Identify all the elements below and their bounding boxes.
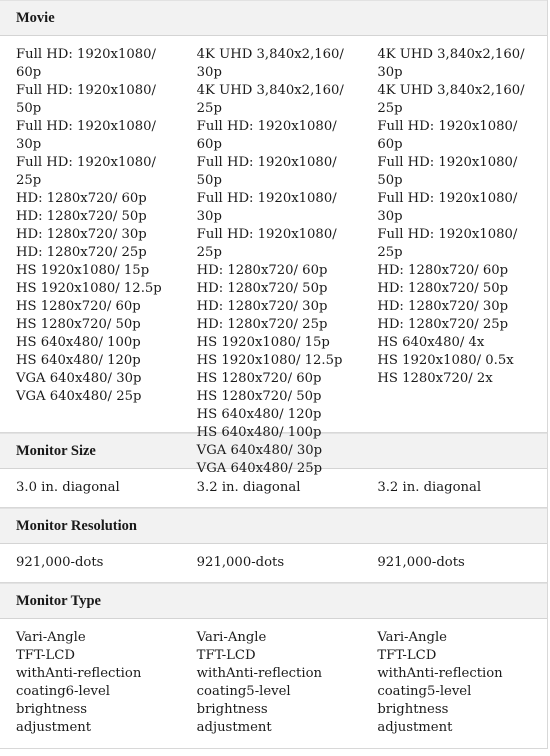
spec-line: HS 640x480/ 4x bbox=[377, 335, 485, 350]
spec-line: HS 1920x1080/ 12.5p bbox=[196, 353, 343, 368]
spec-line: 30p bbox=[196, 65, 222, 80]
spec-line: HD: 1280x720/ 60p bbox=[196, 263, 328, 278]
spec-line: adjustment bbox=[16, 720, 92, 735]
spec-line: 30p bbox=[377, 65, 403, 80]
spec-line: Full HD: 1920x1080/ 50p bbox=[196, 155, 337, 188]
spec-cell bbox=[181, 479, 362, 507]
section-title: Monitor Size bbox=[16, 442, 96, 459]
spec-line: 30p bbox=[16, 137, 42, 152]
spec-line: withAnti-reflection bbox=[377, 666, 503, 681]
spec-line: adjustment bbox=[196, 720, 272, 735]
spec-row-monitor-type bbox=[0, 619, 547, 749]
spec-line: HD: 1280x720/ 30p bbox=[16, 227, 147, 242]
spec-cell bbox=[0, 46, 181, 432]
spec-line: Full HD: 1920x1080/ 25p bbox=[16, 155, 156, 188]
spec-line: 50p bbox=[16, 101, 42, 116]
spec-line: Vari-Angle bbox=[196, 630, 267, 645]
section-title: Monitor Resolution bbox=[16, 517, 137, 534]
section-header-monitor-resolution bbox=[0, 508, 547, 544]
spec-line: coating5-level brightness bbox=[377, 684, 472, 717]
spec-line: VGA 640x480/ 30p bbox=[16, 371, 142, 386]
spec-line: HD: 1280x720/ 50p bbox=[377, 281, 509, 296]
spec-line: TFT-LCD bbox=[196, 648, 256, 663]
spec-row-monitor-resolution bbox=[0, 544, 547, 583]
spec-line: Full HD: 1920x1080/ 50p bbox=[377, 155, 518, 188]
spec-line: HS 1920x1080/ 15p bbox=[16, 263, 150, 278]
spec-line: Full HD: 1920x1080/ 30p bbox=[196, 191, 337, 224]
spec-line: withAnti-reflection bbox=[196, 666, 323, 681]
spec-line: HS 1280x720/ 50p bbox=[196, 389, 322, 404]
spec-line: HD: 1280x720/ 25p bbox=[377, 317, 509, 332]
spec-cell bbox=[0, 554, 181, 582]
spec-line: adjustment bbox=[377, 720, 453, 735]
spec-line: Full HD: 1920x1080/ bbox=[16, 47, 156, 62]
spec-line: Full HD: 1920x1080/ 30p bbox=[377, 191, 518, 224]
spec-line: HD: 1280x720/ 50p bbox=[16, 209, 147, 224]
spec-line: 4K UHD 3,840x2,160/ bbox=[377, 83, 525, 98]
spec-cell bbox=[361, 46, 547, 432]
spec-line: HS 640x480/ 100p bbox=[16, 335, 141, 350]
spec-line: withAnti-reflection bbox=[16, 666, 142, 681]
spec-line: Vari-Angle bbox=[377, 630, 447, 645]
spec-cell bbox=[361, 479, 547, 507]
spec-line: HS 1280x720/ 50p bbox=[16, 317, 141, 332]
spec-line: 25p bbox=[377, 101, 403, 116]
spec-line: 60p bbox=[16, 65, 42, 80]
spec-line: Full HD: 1920x1080/ 25p bbox=[196, 227, 337, 260]
spec-line: HD: 1280x720/ 60p bbox=[16, 191, 147, 206]
spec-line: coating6-level brightness bbox=[16, 684, 110, 717]
spec-line: VGA 640x480/ 30p bbox=[196, 443, 323, 458]
spec-line: HS 1280x720/ 60p bbox=[196, 371, 322, 386]
spec-cell bbox=[181, 46, 362, 476]
spec-line: 4K UHD 3,840x2,160/ bbox=[196, 47, 344, 62]
spec-line: 4K UHD 3,840x2,160/ bbox=[377, 47, 525, 62]
spec-line: 921,000-dots bbox=[196, 555, 285, 570]
spec-cell bbox=[361, 554, 547, 582]
section-header-movie bbox=[0, 0, 547, 36]
spec-line: Full HD: 1920x1080/ 60p bbox=[377, 119, 518, 152]
spec-line: HD: 1280x720/ 25p bbox=[16, 245, 147, 260]
spec-line: HS 640x480/ 120p bbox=[196, 407, 322, 422]
spec-line: HS 1920x1080/ 15p bbox=[196, 335, 330, 350]
spec-line: HS 1280x720/ 60p bbox=[16, 299, 141, 314]
spec-line: HD: 1280x720/ 30p bbox=[377, 299, 509, 314]
spec-line: VGA 640x480/ 25p bbox=[16, 389, 142, 404]
spec-line: HS 1920x1080/ 12.5p bbox=[16, 281, 162, 296]
section-header-monitor-type bbox=[0, 583, 547, 619]
spec-line: HS 1920x1080/ 0.5x bbox=[377, 353, 514, 368]
spec-line: HS 640x480/ 100p bbox=[196, 425, 322, 440]
spec-line: coating5-level brightness bbox=[196, 684, 291, 717]
spec-cell bbox=[361, 629, 547, 748]
spec-line: Full HD: 1920x1080/ 25p bbox=[377, 227, 518, 260]
spec-line: 921,000-dots bbox=[16, 555, 104, 570]
spec-line: 25p bbox=[196, 101, 222, 116]
spec-line: Vari-Angle bbox=[16, 630, 86, 645]
spec-cell bbox=[0, 629, 181, 748]
spec-line: 60p bbox=[196, 137, 222, 152]
spec-line: Full HD: 1920x1080/ bbox=[16, 83, 156, 98]
spec-line: HD: 1280x720/ 25p bbox=[196, 317, 328, 332]
spec-cell bbox=[181, 629, 362, 748]
spec-line: TFT-LCD bbox=[377, 648, 437, 663]
spec-line: 3.2 in. diagonal bbox=[377, 480, 482, 495]
spec-line: TFT-LCD bbox=[16, 648, 75, 663]
spec-line: HD: 1280x720/ 50p bbox=[196, 281, 328, 296]
spec-cell bbox=[0, 479, 181, 507]
spec-cell bbox=[181, 554, 362, 582]
section-title: Monitor Type bbox=[16, 592, 101, 609]
section-title: Movie bbox=[16, 9, 55, 26]
spec-line: 4K UHD 3,840x2,160/ bbox=[196, 83, 344, 98]
spec-line: 921,000-dots bbox=[377, 555, 465, 570]
spec-line: 3.2 in. diagonal bbox=[196, 480, 301, 495]
spec-line: Full HD: 1920x1080/ bbox=[196, 119, 337, 134]
spec-line: VGA 640x480/ 25p bbox=[196, 461, 323, 476]
spec-line: HD: 1280x720/ 60p bbox=[377, 263, 509, 278]
spec-line: HD: 1280x720/ 30p bbox=[196, 299, 328, 314]
spec-line: 3.0 in. diagonal bbox=[16, 480, 120, 495]
spec-line: HS 1280x720/ 2x bbox=[377, 371, 493, 386]
spec-line: Full HD: 1920x1080/ bbox=[16, 119, 156, 134]
spec-line: HS 640x480/ 120p bbox=[16, 353, 141, 368]
